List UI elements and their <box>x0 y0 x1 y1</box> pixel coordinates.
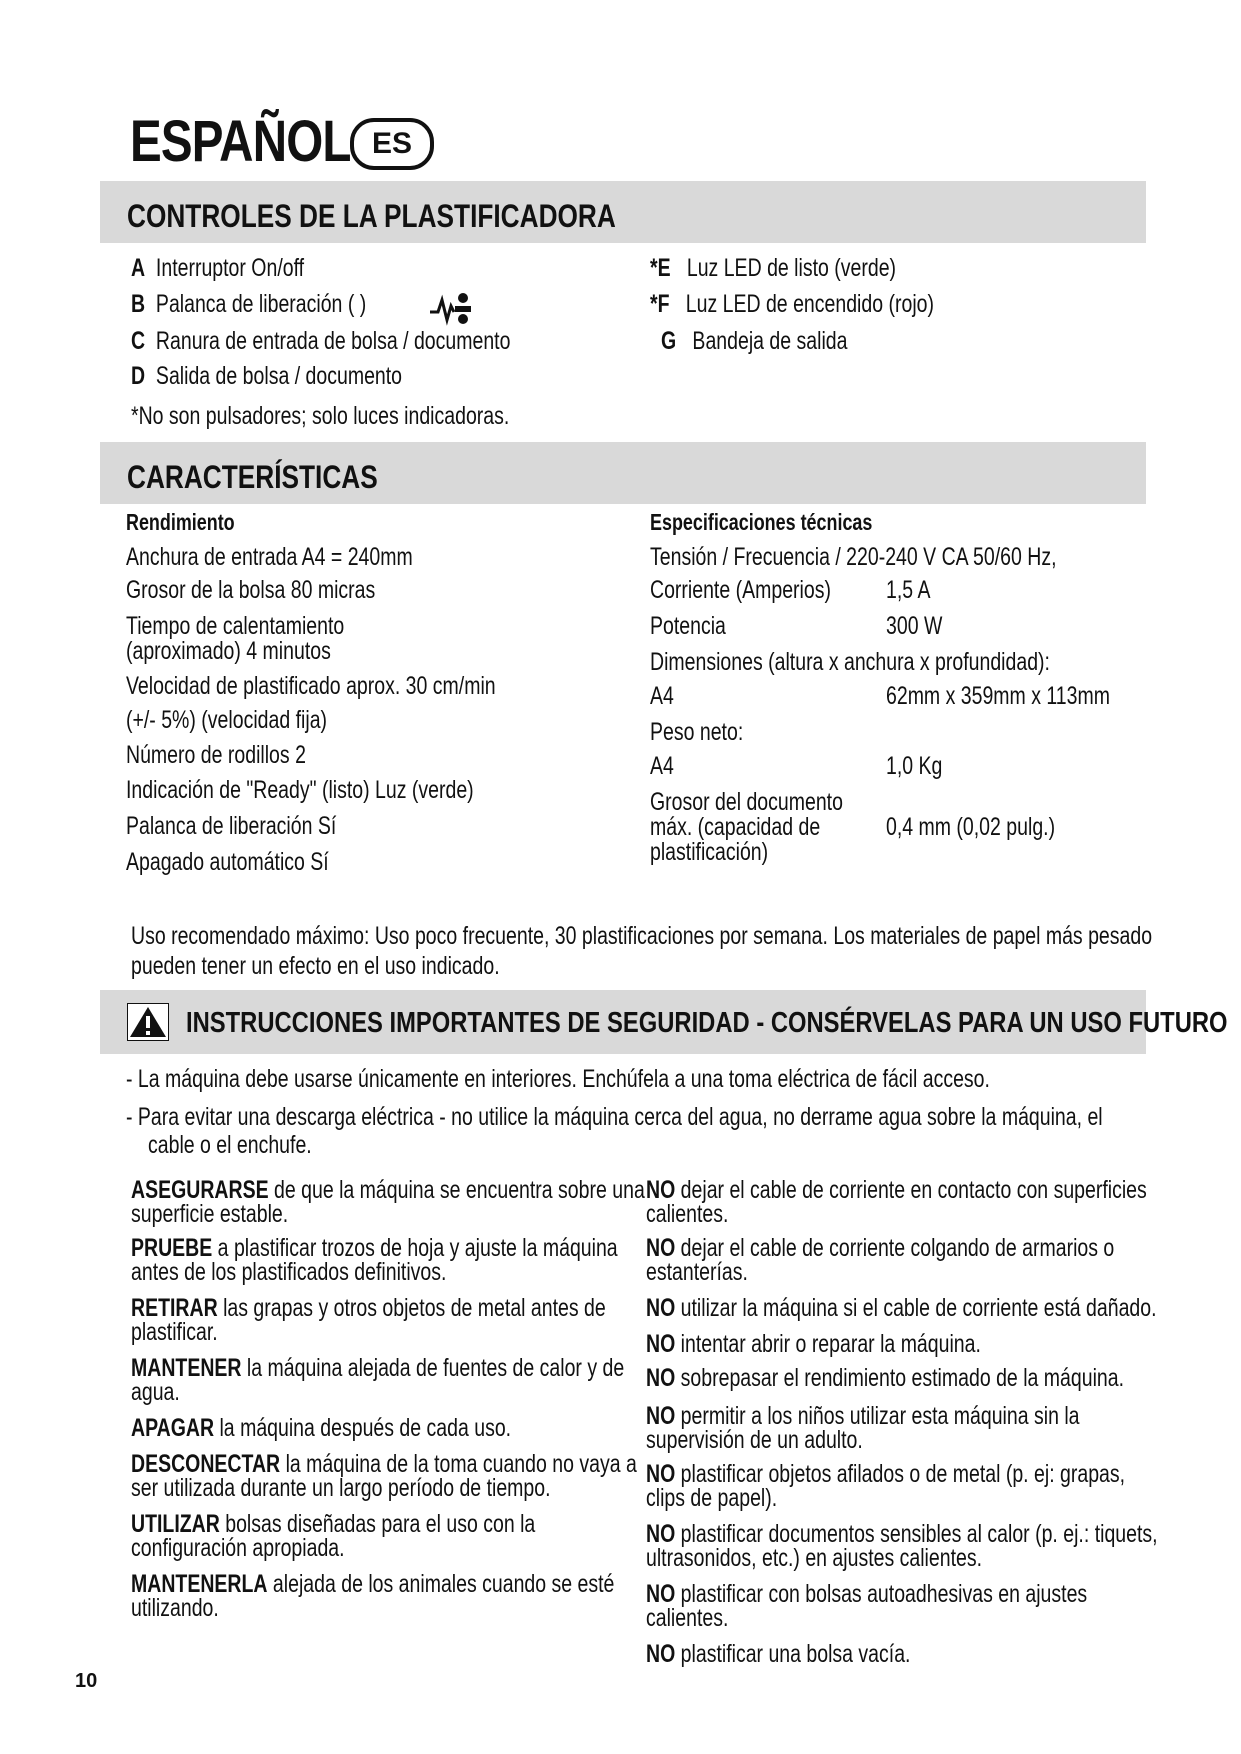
dont-item <box>646 1640 910 1669</box>
perf-warmup-2: (aproximado) 4 minutos <box>126 637 331 665</box>
release-lever-icon <box>428 290 474 326</box>
control-text: Ranura de entrada de bolsa / documento <box>155 327 511 355</box>
control-key: G <box>661 327 677 355</box>
dont-keyword: NO <box>646 1330 676 1358</box>
control-key: A <box>131 254 146 282</box>
page-number: 10 <box>75 1670 98 1692</box>
language-badge: ES <box>350 118 434 170</box>
do-keyword: ASEGURARSE <box>131 1176 269 1204</box>
do-keyword: DESCONECTAR <box>131 1450 281 1478</box>
spec-dims-value: 62mm x 359mm x 113mm <box>886 682 1110 710</box>
dont-keyword: NO <box>646 1640 676 1668</box>
dont-keyword: NO <box>646 1402 676 1430</box>
do-item-cont: ser utilizada durante un largo período de tiempo. <box>131 1474 551 1502</box>
control-text: Interruptor On/off <box>155 254 305 282</box>
dont-item <box>646 1364 1124 1393</box>
do-item <box>131 1414 511 1443</box>
dont-item-cont: estanterías. <box>646 1258 748 1286</box>
control-item-b <box>131 290 366 319</box>
spec-weight-label: Peso neto: <box>650 718 744 746</box>
perf-speed-1: Velocidad de plastificado aprox. 30 cm/min <box>126 672 496 700</box>
dont-text: utilizar la máquina si el cable de corriente está dañado. <box>675 1294 1157 1322</box>
dont-text: plastificar una bolsa vacía. <box>675 1640 911 1668</box>
safety-bullet-2a: - Para evitar una descarga eléctrica - no utilice la máquina cerca del agua, no derrame agua sobre la máquina, el <box>126 1103 1103 1131</box>
perf-rollers: Número de rodillos 2 <box>126 741 306 769</box>
do-text: alejada de los animales cuando se esté <box>267 1570 615 1598</box>
controls-heading: CONTROLES DE LA PLASTIFICADORA <box>127 198 616 234</box>
do-item-cont: agua. <box>131 1378 180 1406</box>
spec-current-value: 1,5 A <box>886 576 931 604</box>
dont-item <box>646 1330 981 1359</box>
safety-heading: INSTRUCCIONES IMPORTANTES DE SEGURIDAD - CONSÉRVELAS PARA UN USO FUTURO <box>186 1007 1228 1039</box>
control-item-g <box>661 327 847 356</box>
control-key: C <box>131 327 146 355</box>
features-heading: CARACTERÍSTICAS <box>127 459 378 495</box>
do-keyword: UTILIZAR <box>131 1510 220 1538</box>
perf-input-width: Anchura de entrada A4 = 240mm <box>126 543 413 571</box>
dont-text: plastificar con bolsas autoadhesivas en ajustes <box>675 1580 1088 1608</box>
perf-speed-2: (+/- 5%) (velocidad fija) <box>126 706 328 734</box>
control-key: *E <box>650 254 671 282</box>
spec-weight-value: 1,0 Kg <box>886 752 943 780</box>
control-item-c <box>131 327 510 356</box>
dont-item-cont: calientes. <box>646 1604 729 1632</box>
do-text: bolsas diseñadas para el uso con la <box>219 1510 536 1538</box>
do-item-cont: antes de los plastificados definitivos. <box>131 1258 447 1286</box>
performance-title: Rendimiento <box>126 509 235 535</box>
do-keyword: RETIRAR <box>131 1294 218 1322</box>
spec-power-value: 300 W <box>886 612 943 640</box>
do-text: la máquina alejada de fuentes de calor y de <box>241 1354 625 1382</box>
spec-thickness-label-3: plastificación) <box>650 838 769 866</box>
do-item <box>131 1354 624 1383</box>
dont-item-cont: supervisión de un adulto. <box>646 1426 863 1454</box>
dont-keyword: NO <box>646 1580 676 1608</box>
spec-weight-a4: A4 <box>650 752 674 780</box>
control-item-f <box>650 290 934 319</box>
usage-note-line-2: pueden tener un efecto en el uso indicado. <box>131 952 500 980</box>
dont-item-cont: calientes. <box>646 1200 729 1228</box>
perf-auto-off: Apagado automático Sí <box>126 848 329 876</box>
control-text: Luz LED de listo (verde) <box>686 254 897 282</box>
do-text: a plastificar trozos de hoja y ajuste la máquina <box>212 1234 618 1262</box>
page-title: ESPAÑOL <box>130 109 351 174</box>
dont-keyword: NO <box>646 1460 676 1488</box>
dont-text: dejar el cable de corriente en contacto con superficies <box>675 1176 1147 1204</box>
dont-keyword: NO <box>646 1234 676 1262</box>
spec-current-label: Corriente (Amperios) <box>650 576 831 604</box>
do-text: la máquina de la toma cuando no vaya a <box>280 1450 637 1478</box>
dont-keyword: NO <box>646 1364 676 1392</box>
dont-item-cont: ultrasonidos, etc.) en ajustes calientes. <box>646 1544 983 1572</box>
spec-dims-label: Dimensiones (altura x anchura x profundidad): <box>650 648 1050 676</box>
control-item-a <box>131 254 304 283</box>
spec-thickness-value: 0,4 mm (0,02 pulg.) <box>886 813 1056 841</box>
do-keyword: APAGAR <box>131 1414 215 1442</box>
dont-keyword: NO <box>646 1294 676 1322</box>
spec-thickness-label-1: Grosor del documento <box>650 788 843 816</box>
safety-bullet-2b: cable o el enchufe. <box>148 1131 312 1159</box>
dont-text: plastificar documentos sensibles al calor (p. ej.: tiquets, <box>675 1520 1158 1548</box>
spec-voltage: Tensión / Frecuencia / 220-240 V CA 50/60 Hz, <box>650 543 1057 571</box>
do-item-cont: superficie estable. <box>131 1200 289 1228</box>
controls-note: *No son pulsadores; solo luces indicadoras. <box>131 402 510 430</box>
dont-text: plastificar objetos afilados o de metal (p. ej: grapas, <box>675 1460 1126 1488</box>
control-item-e <box>650 254 896 283</box>
control-item-d <box>131 362 402 391</box>
dont-item <box>646 1294 1157 1323</box>
dont-keyword: NO <box>646 1176 676 1204</box>
warning-icon <box>127 1003 169 1041</box>
do-keyword: MANTENERLA <box>131 1570 268 1598</box>
do-keyword: PRUEBE <box>131 1234 213 1262</box>
dont-text: dejar el cable de corriente colgando de armarios o <box>675 1234 1115 1262</box>
dont-text: intentar abrir o reparar la máquina. <box>675 1330 981 1358</box>
specs-title: Especificaciones técnicas <box>650 509 873 535</box>
do-keyword: MANTENER <box>131 1354 242 1382</box>
control-key: *F <box>650 290 670 318</box>
safety-bullet-1: - La máquina debe usarse únicamente en interiores. Enchúfela a una toma eléctrica de fácil acceso. <box>126 1065 990 1093</box>
usage-note-line-1: Uso recomendado máximo: Uso poco frecuente, 30 plastificaciones por semana. Los materiales de papel más pesado <box>131 922 1153 950</box>
do-text: las grapas y otros objetos de metal antes de <box>217 1294 606 1322</box>
control-text: Salida de bolsa / documento <box>155 362 403 390</box>
control-text: Palanca de liberación ( ) <box>155 290 367 318</box>
spec-power-label: Potencia <box>650 612 726 640</box>
spec-thickness-label-2: máx. (capacidad de <box>650 813 821 841</box>
dont-item-cont: clips de papel). <box>646 1484 778 1512</box>
perf-release: Palanca de liberación Sí <box>126 812 337 840</box>
do-item-cont: plastificar. <box>131 1318 218 1346</box>
perf-pouch-thickness: Grosor de la bolsa 80 micras <box>126 576 376 604</box>
control-key: B <box>131 290 146 318</box>
control-text: Bandeja de salida <box>692 327 848 355</box>
do-text: la máquina después de cada uso. <box>214 1414 512 1442</box>
dont-text: permitir a los niños utilizar esta máquina sin la <box>675 1402 1080 1430</box>
do-text: de que la máquina se encuentra sobre una <box>268 1176 645 1204</box>
control-key: D <box>131 362 146 390</box>
spec-dims-a4: A4 <box>650 682 674 710</box>
do-item-cont: configuración apropiada. <box>131 1534 345 1562</box>
perf-warmup-1: Tiempo de calentamiento <box>126 612 345 640</box>
dont-keyword: NO <box>646 1520 676 1548</box>
do-item-cont: utilizando. <box>131 1594 219 1622</box>
dont-text: sobrepasar el rendimiento estimado de la máquina. <box>675 1364 1125 1392</box>
control-text: Luz LED de encendido (rojo) <box>685 290 934 318</box>
perf-ready: Indicación de "Ready" (listo) Luz (verde) <box>126 776 474 804</box>
